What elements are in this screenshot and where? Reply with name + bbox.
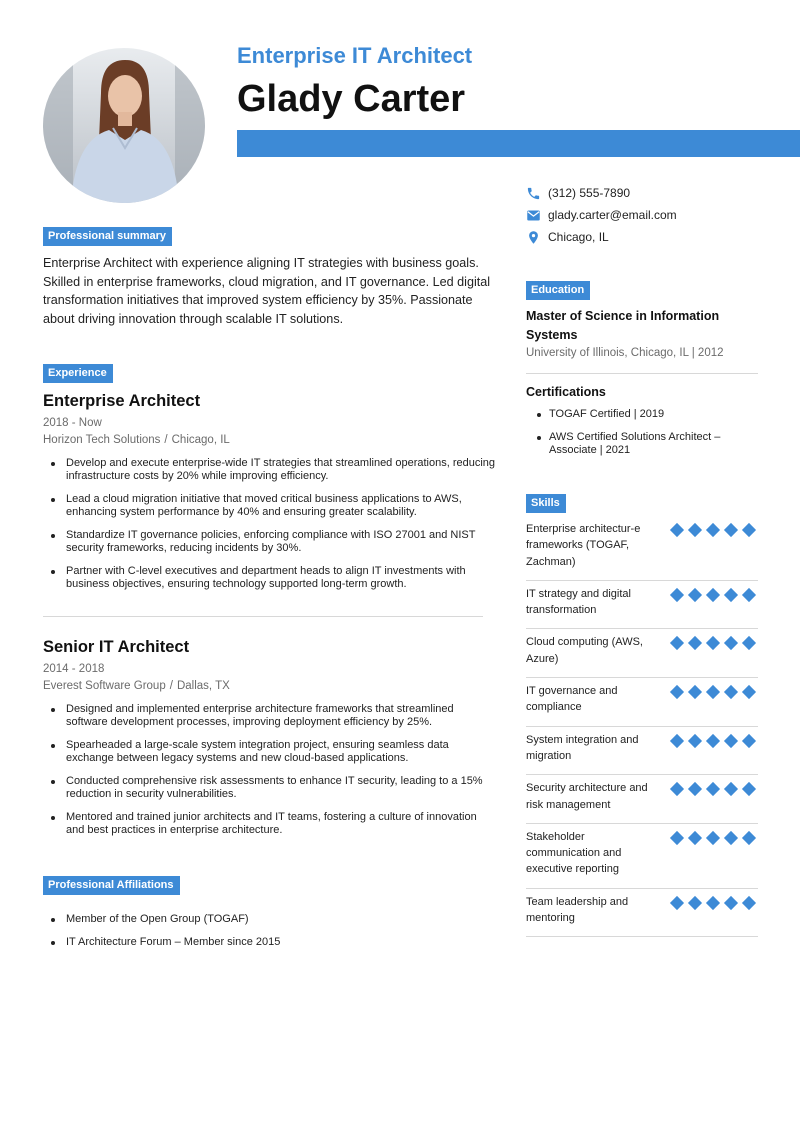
rating-diamond-icon: [706, 685, 720, 699]
phone-icon: [526, 186, 541, 201]
job-dates: 2018 - Now: [43, 417, 102, 429]
job-bullet: Spearheaded a large-scale system integration project, ensuring seamless data exchange between legacy systems and new cloud-based applications.: [43, 739, 498, 765]
affiliations-heading: Professional Affiliations: [43, 876, 180, 895]
header-accent-bar: [237, 130, 800, 157]
rating-diamond-icon: [742, 734, 756, 748]
job-bullets: [43, 457, 498, 591]
contact-location: [526, 226, 677, 248]
rating-diamond-icon: [724, 523, 738, 537]
rating-diamond-icon: [688, 685, 702, 699]
job-location: Chicago, IL: [171, 434, 230, 446]
rating-diamond-icon: [724, 734, 738, 748]
job-entry: [43, 638, 498, 847]
skill-rating: [668, 734, 758, 746]
education-degree: Master of Science in Information Systems: [526, 309, 720, 342]
job-company-line: Everest Software Group / Dallas, TX: [43, 680, 230, 692]
certification-item: AWS Certified Solutions Architect – Associate | 2021: [526, 431, 758, 457]
rating-diamond-icon: [724, 636, 738, 650]
section-divider: [526, 373, 758, 374]
phone-text: (312) 555-7890: [548, 186, 631, 200]
rating-diamond-icon: [670, 782, 684, 796]
rating-diamond-icon: [706, 782, 720, 796]
skill-rating: [668, 523, 758, 535]
rating-diamond-icon: [688, 588, 702, 602]
skill-name: IT strategy and digital transformation: [526, 587, 631, 617]
rating-diamond-icon: [742, 523, 756, 537]
skill-rating: [668, 685, 758, 697]
skill-name: IT governance and compliance: [526, 685, 618, 714]
skill-row: [526, 824, 758, 889]
skill-row: [526, 889, 758, 938]
skill-row: [526, 678, 758, 727]
certifications-title: Certifications: [526, 385, 606, 399]
education-heading: Education: [526, 281, 590, 300]
rating-diamond-icon: [670, 831, 684, 845]
job-bullet: Lead a cloud migration initiative that moved critical business applications to AWS, enhancing system performance by 40% and ensuring greater scalability.: [43, 493, 498, 519]
skill-row: [526, 629, 758, 678]
job-bullet: Develop and execute enterprise-wide IT strategies that streamlined operations, reducing infrastructure costs by 20% while improving efficiency.: [43, 457, 498, 483]
rating-diamond-icon: [688, 782, 702, 796]
job-title: Senior IT Architect: [43, 638, 190, 656]
job-bullet: Conducted comprehensive risk assessments to enhance IT security, leading to a 15% reduction in security vulnerabilities.: [43, 775, 498, 801]
rating-diamond-icon: [688, 831, 702, 845]
rating-diamond-icon: [688, 523, 702, 537]
experience-heading: Experience: [43, 364, 113, 383]
job-subtitle: Enterprise IT Architect: [237, 43, 473, 68]
rating-diamond-icon: [670, 734, 684, 748]
skill-name: Security architecture and risk management: [526, 782, 648, 811]
skill-name: Stakeholder communication and executive reporting: [526, 830, 622, 876]
skills-heading: Skills: [526, 494, 566, 513]
certification-item: TOGAF Certified | 2019: [526, 408, 758, 421]
summary-heading: Professional summary: [43, 227, 172, 246]
summary-text: Enterprise Architect with experience aligning IT strategies with business goals. Skilled in enterprise frameworks, cloud migration, and IT governance. Led digital transformation initiatives that improved system efficiency by 35%. Passionate about driving innovation through scalable IT solutions.: [43, 256, 491, 326]
affiliation-item: IT Architecture Forum – Member since 2015: [43, 936, 493, 949]
rating-diamond-icon: [670, 523, 684, 537]
job-bullet: Mentored and trained junior architects and IT teams, fostering a culture of innovation and best practices in enterprise architecture.: [43, 811, 498, 837]
affiliation-item: Member of the Open Group (TOGAF): [43, 913, 493, 926]
skill-rating: [668, 831, 758, 843]
location-text: Chicago, IL: [548, 230, 609, 244]
job-location: Dallas, TX: [176, 680, 230, 692]
certifications-list: [526, 408, 758, 457]
job-bullet: Designed and implemented enterprise architecture frameworks that streamlined software development processes, improving deployment efficiency by 25%.: [43, 703, 498, 729]
rating-diamond-icon: [670, 588, 684, 602]
skill-row: [526, 727, 758, 776]
job-dates: 2014 - 2018: [43, 663, 105, 675]
education-school: University of Illinois, Chicago, IL | 2012: [526, 347, 724, 359]
rating-diamond-icon: [742, 636, 756, 650]
profile-photo: [43, 48, 205, 203]
rating-diamond-icon: [706, 831, 720, 845]
contact-info: [526, 182, 677, 248]
job-title: Enterprise Architect: [43, 392, 201, 410]
job-company: Horizon Tech Solutions: [43, 434, 161, 446]
rating-diamond-icon: [688, 636, 702, 650]
affiliations-list: [43, 913, 493, 959]
skill-rating: [668, 782, 758, 794]
rating-diamond-icon: [670, 685, 684, 699]
rating-diamond-icon: [724, 685, 738, 699]
rating-diamond-icon: [670, 636, 684, 650]
skill-name: Cloud computing (AWS, Azure): [526, 636, 643, 665]
rating-diamond-icon: [742, 685, 756, 699]
rating-diamond-icon: [724, 588, 738, 602]
rating-diamond-icon: [688, 734, 702, 748]
rating-diamond-icon: [670, 896, 684, 910]
skill-rating: [668, 636, 758, 648]
job-entry: [43, 392, 498, 601]
email-text: glady.carter@email.com: [548, 208, 677, 222]
skill-name: Enterprise architectur-e frameworks (TOGAF, Zachman): [526, 523, 641, 568]
rating-diamond-icon: [688, 896, 702, 910]
rating-diamond-icon: [706, 896, 720, 910]
skill-name: System integration and migration: [526, 733, 639, 762]
contact-email[interactable]: [526, 204, 677, 226]
skills-list: [526, 516, 758, 937]
rating-diamond-icon: [742, 831, 756, 845]
skill-name: Team leadership and mentoring: [526, 895, 629, 925]
location-pin-icon: [526, 230, 541, 245]
rating-diamond-icon: [706, 588, 720, 602]
rating-diamond-icon: [742, 782, 756, 796]
rating-diamond-icon: [706, 734, 720, 748]
skill-rating: [668, 588, 758, 600]
job-company-line: Horizon Tech Solutions / Chicago, IL: [43, 434, 230, 446]
rating-diamond-icon: [724, 782, 738, 796]
rating-diamond-icon: [724, 896, 738, 910]
job-bullet: Standardize IT governance policies, enforcing compliance with ISO 27001 and NIST security frameworks, reducing incidents by 30%.: [43, 529, 498, 555]
contact-phone[interactable]: [526, 182, 677, 204]
job-company: Everest Software Group: [43, 680, 166, 692]
section-divider: [43, 616, 483, 617]
skill-row: [526, 775, 758, 824]
certifications-section: [526, 385, 758, 467]
education-entry: [526, 307, 758, 359]
rating-diamond-icon: [742, 896, 756, 910]
candidate-name: Glady Carter: [237, 78, 466, 120]
rating-diamond-icon: [742, 588, 756, 602]
email-icon: [526, 208, 541, 223]
job-bullet: Partner with C-level executives and department heads to align IT investments with business objectives, ensuring technology supported long-term growth.: [43, 565, 498, 591]
skill-row: [526, 581, 758, 630]
rating-diamond-icon: [706, 523, 720, 537]
job-bullets: [43, 703, 498, 837]
rating-diamond-icon: [724, 831, 738, 845]
skill-rating: [668, 896, 758, 908]
skill-row: [526, 516, 758, 581]
rating-diamond-icon: [706, 636, 720, 650]
